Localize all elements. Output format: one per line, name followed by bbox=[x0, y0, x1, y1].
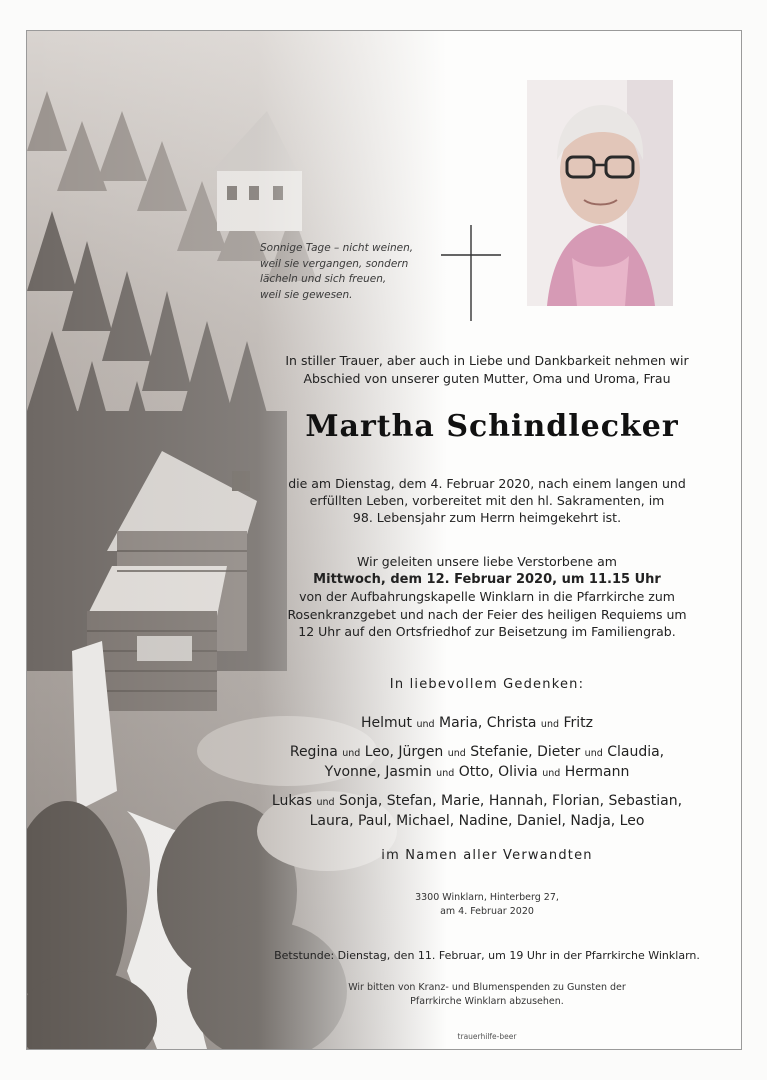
quote-line: Sonnige Tage – nicht weinen, bbox=[260, 242, 414, 254]
cross-icon bbox=[441, 225, 501, 321]
und-connector: und bbox=[316, 797, 335, 808]
address-line: 3300 Winklarn, Hinterberg 27, bbox=[415, 892, 559, 903]
memorial-quote bbox=[260, 241, 460, 303]
family-name: Regina bbox=[289, 744, 338, 760]
family-name: Leo, Jürgen bbox=[364, 744, 444, 760]
border-frame bbox=[26, 30, 742, 1050]
family-name: Fritz bbox=[563, 715, 593, 731]
deceased-name: Martha Schindlecker bbox=[305, 409, 679, 444]
prayer-hour: Betstunde: Dienstag, den 11. Februar, um 19 Uhr in der Pfarrkirche Winklarn. bbox=[274, 949, 700, 962]
family-name: Maria, Christa bbox=[439, 715, 537, 731]
relatives-line: im Namen aller Verwandten bbox=[381, 848, 593, 863]
intro-line: Abschied von unserer guten Mutter, Oma und Uroma, Frau bbox=[303, 371, 671, 386]
donation-line: Wir bitten von Kranz- und Blumenspenden zu Gunsten der bbox=[348, 982, 626, 993]
und-connector: und bbox=[416, 719, 435, 730]
intro-line: In stiller Trauer, aber auch in Liebe und Dankbarkeit nehmen wir bbox=[285, 353, 689, 368]
quote-line: weil sie vergangen, sondern bbox=[260, 257, 409, 270]
funeral-details bbox=[247, 553, 727, 641]
death-notice bbox=[247, 475, 727, 526]
quote-line: weil sie gewesen. bbox=[260, 288, 353, 301]
family-name: Lukas bbox=[271, 793, 313, 809]
printer-credit: trauerhilfe-beer bbox=[457, 1032, 517, 1041]
family-name: Helmut bbox=[361, 715, 413, 731]
family-name: Claudia, bbox=[607, 744, 665, 760]
portrait-photo bbox=[527, 80, 673, 306]
family-name: Otto, Olivia bbox=[458, 764, 538, 780]
funeral-line: Rosenkranzgebet und nach der Feier des heiligen Requiems um bbox=[287, 606, 687, 622]
und-connector: und bbox=[542, 768, 561, 779]
address-date: am 4. Februar 2020 bbox=[440, 906, 534, 917]
family-name: Laura, Paul, Michael, Nadine, Daniel, Nadja, Leo bbox=[309, 813, 645, 829]
donation-note bbox=[247, 981, 727, 1009]
family-group-children bbox=[227, 714, 727, 734]
family-name: Sonja, Stefan, Marie, Hannah, Florian, Sebastian, bbox=[339, 793, 683, 809]
memory-heading: In liebevollem Gedenken: bbox=[389, 677, 585, 692]
death-line: die am Dienstag, dem 4. Februar 2020, nach einem langen und bbox=[288, 476, 686, 491]
und-connector: und bbox=[436, 768, 455, 779]
donation-line: Pfarrkirche Winklarn abzusehen. bbox=[410, 996, 564, 1007]
quote-line: lächeln und sich freuen, bbox=[260, 273, 387, 285]
death-line: erfüllten Leben, vorbereitet mit den hl. Sakramenten, im bbox=[309, 493, 665, 508]
funeral-line: Wir geleiten unsere liebe Verstorbene am bbox=[357, 554, 617, 569]
funeral-date: Mittwoch, dem 12. Februar 2020, um 11.15 Uhr bbox=[313, 571, 661, 587]
und-connector: und bbox=[447, 748, 466, 759]
family-name: Hermann bbox=[564, 764, 630, 780]
family-name: Yvonne, Jasmin bbox=[324, 764, 432, 780]
und-connector: und bbox=[584, 748, 603, 759]
funeral-line: 12 Uhr auf den Ortsfriedhof zur Beisetzung im Familiengrab. bbox=[298, 624, 676, 639]
family-name: Stefanie, Dieter bbox=[470, 744, 581, 760]
death-line: 98. Lebensjahr zum Herrn heimgekehrt ist. bbox=[352, 510, 622, 525]
family-group-great-grandchildren bbox=[227, 792, 727, 831]
address-block bbox=[247, 891, 727, 919]
und-connector: und bbox=[540, 719, 559, 730]
intro-text bbox=[247, 352, 727, 388]
und-connector: und bbox=[342, 748, 361, 759]
family-list bbox=[227, 714, 727, 840]
funeral-line: von der Aufbahrungskapelle Winklarn in die Pfarrkirche zum bbox=[299, 589, 675, 604]
family-group-grandchildren bbox=[227, 743, 727, 783]
